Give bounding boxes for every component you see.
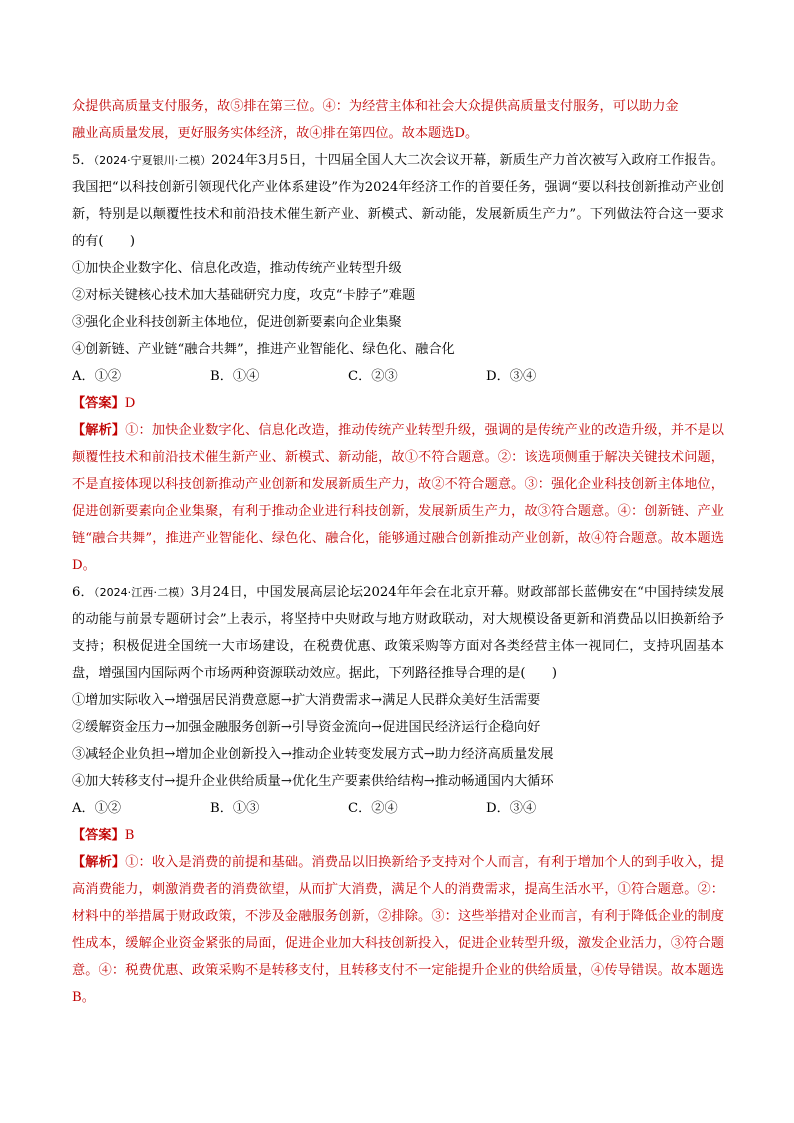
q6-option-c: C．②④ bbox=[348, 801, 398, 816]
q6-option-a: A．①② bbox=[72, 801, 122, 816]
q4-tail-line1: 众提供高质量支付服务，故⑤排在第三位。④：为经营主体和社会大众提供高质量支付服务，可以助力金 bbox=[72, 99, 679, 114]
q6-item-3: ③减轻企业负担→增加企业创新投入→推动企业转变发展方式→助力经济高质量发展 bbox=[72, 747, 554, 762]
q6-source: （2024·江西·二模） bbox=[93, 586, 191, 599]
q6-answer bbox=[72, 822, 724, 849]
q6-answer-value: B bbox=[124, 828, 135, 843]
q5-stem bbox=[72, 147, 724, 255]
q6-analysis bbox=[72, 849, 724, 1011]
q6-item-2: ②缓解资金压力→加强金融服务创新→引导资金流向→促进国民经济运行企稳向好 bbox=[72, 720, 541, 735]
q6-options bbox=[72, 795, 724, 822]
q5-item-2: ②对标关键核心技术加大基础研究力度，攻克“卡脖子”难题 bbox=[72, 288, 416, 303]
q5-options bbox=[72, 363, 724, 390]
q6-item-4: ④加大转移支付→提升企业供给质量→优化生产要素供给结构→推动畅通国内大循环 bbox=[72, 774, 554, 789]
q5-item-3: ③强化企业科技创新主体地位，促进创新要素向企业集聚 bbox=[72, 315, 402, 330]
q5-source: （2024·宁夏银川·二模） bbox=[93, 154, 212, 167]
q5-option-d: D．③④ bbox=[486, 369, 537, 384]
q5-item-4: ④创新链、产业链“融合共舞”，推进产业智能化、绿色化、融合化 bbox=[72, 342, 455, 357]
q5-option-c: C．②③ bbox=[348, 369, 398, 384]
q4-analysis-tail bbox=[72, 93, 724, 147]
q5-analysis-text: ①：加快企业数字化、信息化改造，推动传统产业转型升级，强调的是传统产业的改造升级，并不是以颠覆性技术和前沿技术催生新产业、新模式、新动能，故①不符合题意。②：该选项侧重于解决关键技术问题，不是直接体现以科技创新推动产业创新和发展新质生产力，故②不符合题意。③：强化企业科技创新主体地位，促进创新要素向企业集聚，有利于推动企业进行科技创新，发展新质生产力，故③符合题意。④：创新链、产业链“融合共舞”，推进产业智能化、绿色化、融合化，能够通过融合创新推动产业创新，故④符合题意。故本题选D。 bbox=[72, 423, 724, 573]
q5-stem-text: 2024年3月5日，十四届全国人大二次会议开幕，新质生产力首次被写入政府工作报告。我国把“以科技创新引领现代化产业体系建设”作为2024年经济工作的首要任务，强调“要以科技创新推动产业创新，特别是以颠覆性技术和前沿技术催生新产业、新模式、新动能，发展新质生产力”。下列做法符合这一要求的有( ) bbox=[72, 153, 724, 249]
q6-analysis-text: ①：收入是消费的前提和基础。消费品以旧换新给予支持对个人而言，有利于增加个人的到手收入，提高消费能力，刺激消费者的消费欲望，从而扩大消费，满足个人的消费需求，提高生活水平，①符合题意。②：材料中的举措属于财政政策，不涉及金融服务创新，②排除。③：这些举措对企业而言，有利于降低企业的制度性成本，缓解企业资金紧张的局面，促进企业加大科技创新投入，促进企业转型升级，激发企业活力，③符合题意。④：税费优惠、政策采购不是转移支付，且转移支付不一定能提升企业的供给质量，④传导错误。故本题选B。 bbox=[72, 855, 724, 1005]
q6-analysis-label: 【解析】 bbox=[72, 855, 126, 870]
q5-option-a: A．①② bbox=[72, 369, 122, 384]
q5-option-b: B．①④ bbox=[210, 369, 260, 384]
q6-item-1: ①增加实际收入→增强居民消费意愿→扩大消费需求→满足人民群众美好生活需要 bbox=[72, 693, 541, 708]
q5-item-1: ①加快企业数字化、信息化改造，推动传统产业转型升级 bbox=[72, 261, 402, 276]
q5-answer bbox=[72, 390, 724, 417]
q6-answer-label: 【答案】 bbox=[72, 828, 125, 843]
q6-stem bbox=[72, 579, 724, 687]
q6-option-d: D．③④ bbox=[486, 801, 537, 816]
q4-tail-line2: 融业高质量发展，更好服务实体经济，故④排在第四位。故本题选D。 bbox=[72, 126, 479, 141]
q5-analysis-label: 【解析】 bbox=[72, 423, 126, 438]
q6-number: 6． bbox=[72, 585, 94, 600]
q6-stem-text: 3月24日，中国发展高层论坛2024年年会在北京开幕。财政部部长蓝佛安在“中国持续发展的动能与前景专题研讨会”上表示，将坚持中央财政与地方财政联动，对大规模设备更新和消费品以旧换新给予支持；积极促进全国统一大市场建设，在税费优惠、政策采购等方面对各类经营主体一视同仁，支持巩固基本盘，增强国内国际两个市场两种资源联动效应。据此，下列路径推导合理的是( ) bbox=[72, 585, 724, 681]
document-page bbox=[72, 93, 724, 1011]
q5-number: 5． bbox=[72, 153, 94, 168]
q5-answer-value: D bbox=[124, 396, 136, 411]
q5-analysis bbox=[72, 417, 724, 579]
q5-answer-label: 【答案】 bbox=[72, 396, 125, 411]
q6-option-b: B．①③ bbox=[210, 801, 260, 816]
